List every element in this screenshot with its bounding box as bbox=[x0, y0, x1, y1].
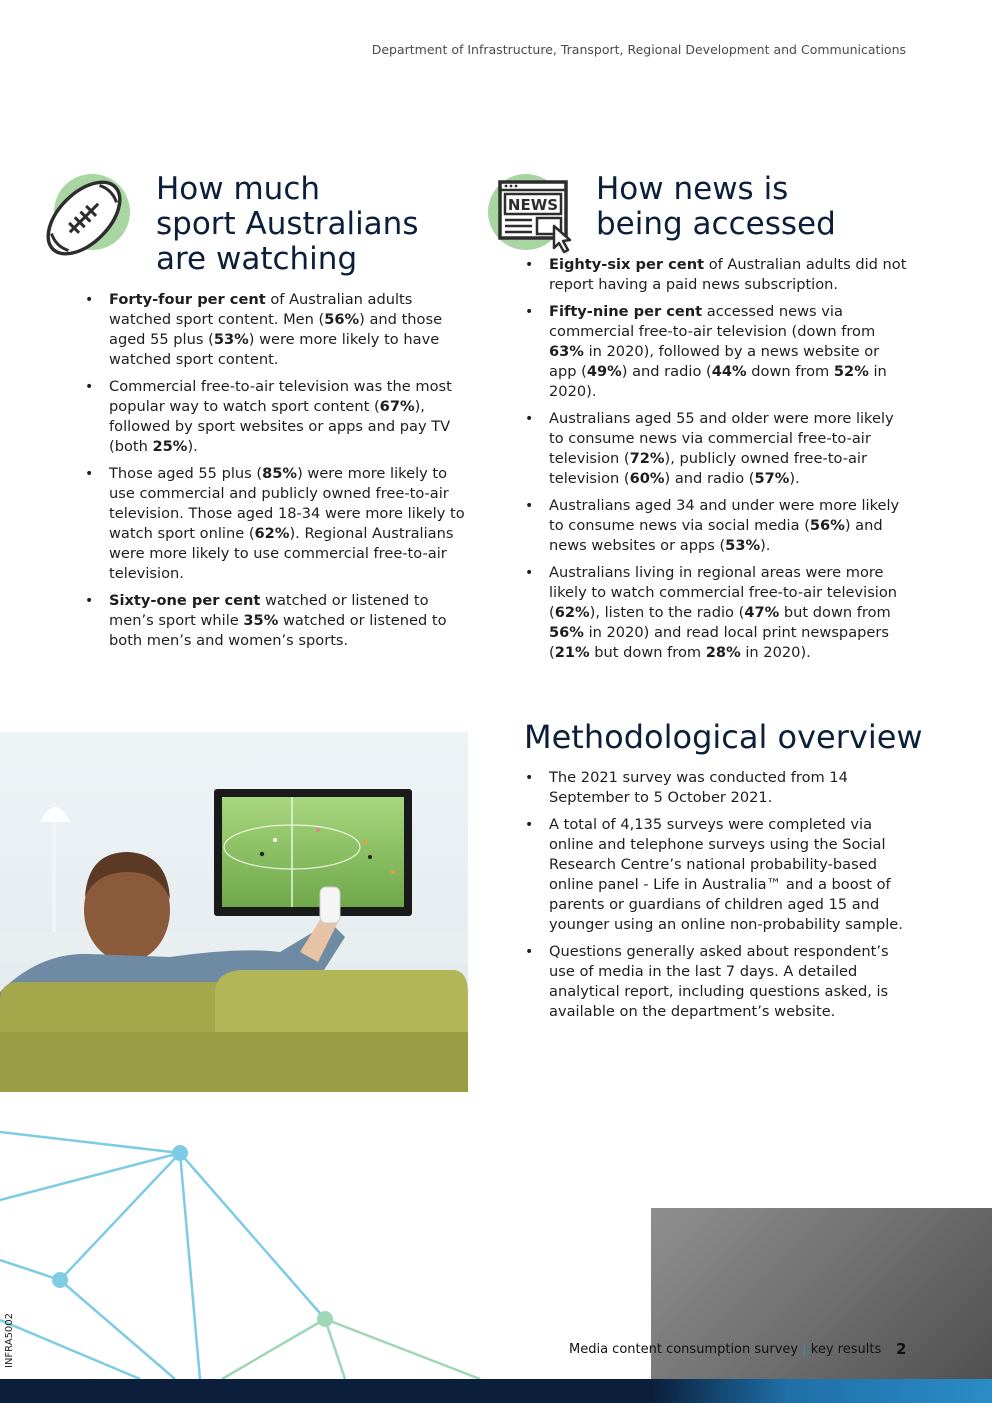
bullet-text: accessed news via commercial free-to-air television (down from bbox=[549, 303, 876, 340]
document-code: INFRA5002 bbox=[4, 1312, 15, 1368]
bullet-text: but down from bbox=[589, 644, 706, 661]
news-title-line-1: How news is bbox=[596, 171, 789, 207]
bullet-emphasis: 62% bbox=[554, 604, 590, 621]
sport-title-line-2: sport Australians bbox=[156, 206, 419, 242]
bullet-text: The 2021 survey was conducted from 14 September to 5 October 2021. bbox=[549, 769, 848, 806]
bullet-text: in 2020). bbox=[549, 363, 887, 400]
bullet-text: of Australian adults watched sport content. Men ( bbox=[109, 291, 413, 328]
bullet-emphasis: 21% bbox=[554, 644, 590, 661]
bullet-text: ) were more likely to use commercial and publicly owned free-to-air television. Those aged 18-34 were more likely to watch sport online ( bbox=[109, 465, 465, 542]
sport-section-heading bbox=[44, 172, 418, 277]
bullet-item bbox=[85, 464, 473, 584]
bullet-text: ). bbox=[187, 438, 198, 455]
bullet-emphasis: 56% bbox=[549, 624, 584, 641]
bullet-emphasis: Sixty-one per cent bbox=[109, 592, 261, 609]
bullet-text: Those aged 55 plus ( bbox=[109, 465, 263, 482]
bullet-text: watched or listened to men’s sport while bbox=[109, 592, 429, 629]
bullet-emphasis: Forty-four per cent bbox=[109, 291, 266, 308]
bullet-emphasis: 85% bbox=[262, 465, 298, 482]
football-icon bbox=[44, 172, 136, 264]
bullet-text: down from bbox=[746, 363, 834, 380]
bullet-item bbox=[525, 496, 907, 556]
bullet-emphasis: 35% bbox=[243, 612, 279, 629]
news-title-line-2: being accessed bbox=[596, 206, 836, 242]
bullet-text: ). bbox=[789, 470, 800, 487]
methodology-title: Methodological overview bbox=[524, 718, 923, 756]
news-icon bbox=[484, 172, 576, 264]
bullet-text: Australians aged 55 and older were more likely to consume news via commercial free-to-air television ( bbox=[549, 410, 894, 467]
news-title bbox=[596, 172, 836, 242]
bullet-text: ), followed by sport websites or apps and pay TV (both bbox=[109, 398, 451, 455]
bullet-emphasis: 72% bbox=[629, 450, 665, 467]
bullet-text: ) and news websites or apps ( bbox=[549, 517, 883, 554]
bullet-item bbox=[525, 815, 907, 935]
bullet-text: ) and radio ( bbox=[621, 363, 712, 380]
bullet-text: A total of 4,135 surveys were completed via online and telephone surveys using the Social Research Centre’s national probability-based online panel - Life in Australia™ and a boost of parents or guardians of children aged 15 and younger using an online non-probability sample. bbox=[549, 816, 903, 933]
bullet-text: ) and those aged 55 plus ( bbox=[109, 311, 443, 348]
bullet-item bbox=[525, 563, 907, 663]
bullet-emphasis: 57% bbox=[754, 470, 790, 487]
bullet-emphasis: 44% bbox=[711, 363, 747, 380]
bullet-emphasis: 56% bbox=[809, 517, 845, 534]
methodology-bullets bbox=[525, 768, 907, 1029]
bullet-emphasis: 49% bbox=[586, 363, 622, 380]
bullet-emphasis: 56% bbox=[324, 311, 360, 328]
bullet-item bbox=[85, 377, 473, 457]
sport-bullets bbox=[85, 290, 473, 658]
news-icon-text: NEWS bbox=[507, 196, 559, 214]
sport-title-line-1: How much bbox=[156, 171, 321, 207]
bullet-emphasis: 25% bbox=[152, 438, 188, 455]
bullet-text: in 2020) and read local print newspapers ( bbox=[549, 624, 889, 661]
bullet-item bbox=[525, 302, 907, 402]
bullet-text: in 2020), followed by a news website or app ( bbox=[549, 343, 880, 380]
bullet-emphasis: 53% bbox=[725, 537, 761, 554]
bullet-emphasis: 28% bbox=[705, 644, 741, 661]
department-header: Department of Infrastructure, Transport, Regional Development and Communications bbox=[371, 42, 906, 57]
bullet-text: watched or listened to both men’s and women’s sports. bbox=[109, 612, 447, 649]
bullet-emphasis: 47% bbox=[744, 604, 780, 621]
page-number: 2 bbox=[896, 1340, 907, 1358]
footer-separator: | bbox=[802, 1342, 807, 1357]
bullet-item bbox=[525, 409, 907, 489]
bullet-text: ) and radio ( bbox=[664, 470, 755, 487]
bullet-emphasis: 52% bbox=[833, 363, 869, 380]
bullet-text: in 2020). bbox=[740, 644, 811, 661]
bullet-text: ), publicly owned free-to-air television ( bbox=[549, 450, 867, 487]
bullet-emphasis: 62% bbox=[254, 525, 290, 542]
footer-survey-name: Media content consumption survey bbox=[569, 1342, 799, 1357]
bullet-text: Commercial free-to-air television was the most popular way to watch sport content ( bbox=[109, 378, 452, 415]
bullet-item bbox=[525, 768, 907, 808]
bullet-text: of Australian adults did not report having a paid news subscription. bbox=[549, 256, 907, 293]
footer-grey-panel bbox=[651, 1208, 992, 1403]
bullet-emphasis: Eighty-six per cent bbox=[549, 256, 705, 273]
bullet-text: ). Regional Australians were more likely to use commercial free-to-air television. bbox=[109, 525, 454, 582]
footer-title bbox=[569, 1342, 881, 1357]
bullet-item bbox=[85, 290, 473, 370]
bullet-item bbox=[525, 942, 907, 1022]
bullet-emphasis: 67% bbox=[379, 398, 415, 415]
bullet-emphasis: Fifty-nine per cent bbox=[549, 303, 703, 320]
footer-blue-accent bbox=[651, 1379, 992, 1403]
footer-subtitle: key results bbox=[810, 1342, 882, 1357]
man-watching-tv-photo bbox=[0, 732, 468, 1092]
bullet-text: ). bbox=[760, 537, 771, 554]
bullet-text: Australians aged 34 and under were more likely to consume news via social media ( bbox=[549, 497, 900, 534]
news-bullets bbox=[525, 255, 907, 670]
bullet-text: Questions generally asked about respondent’s use of media in the last 7 days. A detailed analytical report, including questions asked, is available on the department’s website. bbox=[549, 943, 889, 1020]
bullet-emphasis: 53% bbox=[213, 331, 249, 348]
footer-bar bbox=[0, 1379, 651, 1403]
bullet-text: ), listen to the radio ( bbox=[589, 604, 745, 621]
bullet-item bbox=[85, 591, 473, 651]
decorative-network-graphic bbox=[0, 1120, 520, 1403]
sport-title bbox=[156, 172, 418, 277]
news-section-heading bbox=[484, 172, 836, 264]
bullet-text: ) were more likely to have watched sport content. bbox=[109, 331, 440, 368]
bullet-emphasis: 60% bbox=[629, 470, 665, 487]
bullet-item bbox=[525, 255, 907, 295]
bullet-emphasis: 63% bbox=[549, 343, 584, 360]
sport-title-line-3: are watching bbox=[156, 241, 358, 277]
bullet-text: but down from bbox=[779, 604, 891, 621]
bullet-text: Australians living in regional areas were more likely to watch commercial free-to-air television ( bbox=[549, 564, 898, 621]
